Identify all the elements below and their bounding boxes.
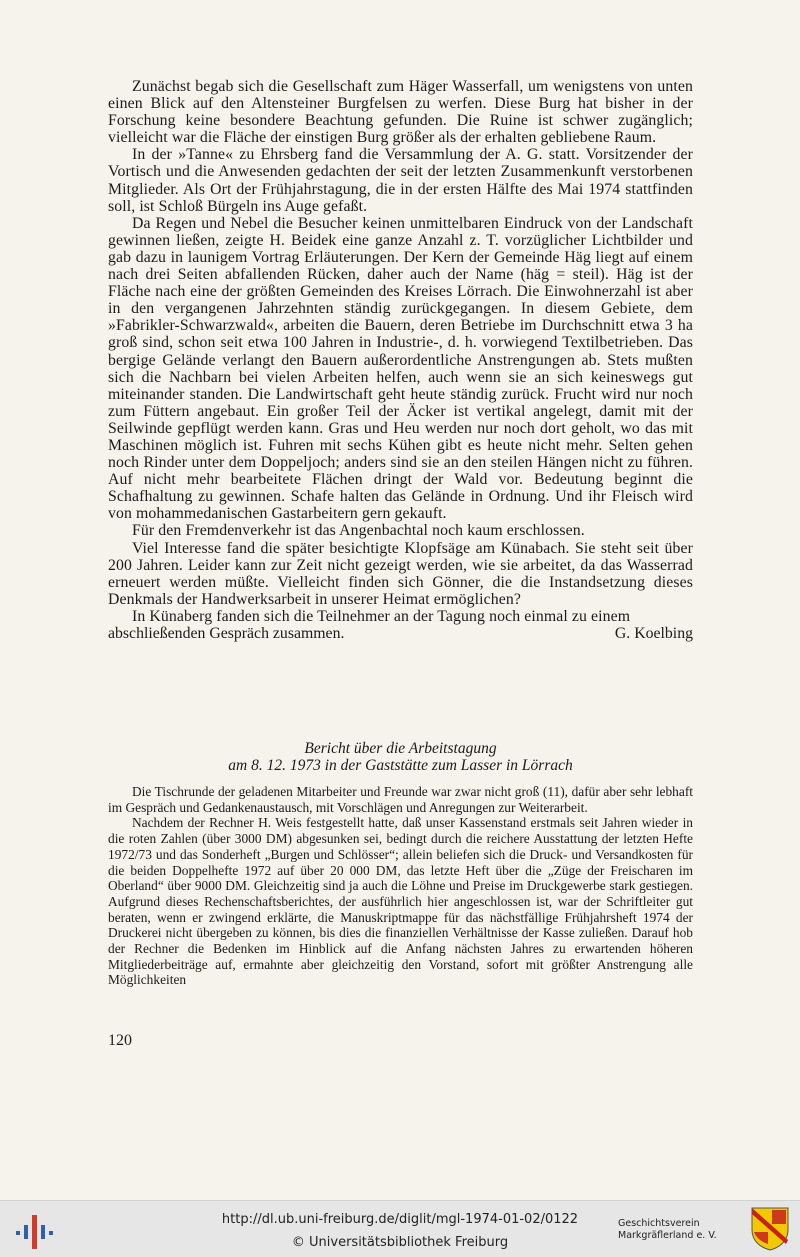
report-title-line-2: am 8. 12. 1973 in der Gaststätte zum Lasser in Lörrach [228, 757, 573, 774]
society-name [618, 1218, 758, 1242]
society-crest-icon[interactable] [750, 1206, 790, 1252]
paragraph-3: Da Regen und Nebel die Besucher keinen unmittelbaren Eindruck von der Landschaft gewinnen ließen, zeigte H. Beidek eine ganze Anzahl z. T. vorzüglicher Lichtbilder und gab dazu in launigem Vortrag Erläuterungen. Der Kern der Gemeinde Häg liegt auf einem nach drei Seiten abfallenden Rücken, daher auch der Name (häg = steil). Häg ist der Fläche nach eine der größten Gemeinden des Kreises Lörrach. Die Einwohnerzahl ist aber in den vergangenen Jahrzehnten ständig zurückgegangen. In diesem Gebiete, dem »Fabrikler-Schwarzwald«, arbeiten die Bauern, deren Betriebe im Durchschnitt etwa 3 ha groß sind, schon seit etwa 100 Jahren in Industrie-, d. h. vorwiegend Textilbetrieben. Das bergige Gelände verlangt den Bauern außerordentliche Anstrengungen ab. Stets mußten sich die Nachbarn bei vielen Arbeiten helfen, auch wenn sie an sich keineswegs gut miteinander standen. Die Landwirtschaft geht heute ständig zurück. Frucht wird nur noch zum Füttern angebaut. Ein großer Teil der Äcker ist vertikal angelegt, damit mit der Seilwinde gepflügt werden kann. Gras und Heu werden nur noch dort geholt, wo das mit Maschinen möglich ist. Fuhren mit sechs Kühen gibt es heute nicht mehr. Selten gehen noch Rinder unter dem Doppeljoch; anders sind sie an den steilen Hängen nicht zu führen. Auf nicht mehr bearbeitete Flächen dringt der Wald vor. Bedeutung beginnt die Schafhaltung zu gewinnen. Schafe halten das Gelände in Ordnung. Und ihr Fleisch wird von mohammedanischen Gastarbeitern gern gekauft. [108, 214, 693, 523]
society-name-line-2: Markgräflerland e. V. [618, 1230, 717, 1241]
paragraph-4: Für den Fremdenverkehr ist das Angenbachtal noch kaum erschlossen. [132, 522, 585, 540]
article-koelbing [108, 78, 693, 642]
author-signature: G. Koelbing [614, 625, 693, 642]
report-title-line-1: Bericht über die Arbeitstagung [304, 740, 497, 757]
report-title [108, 740, 693, 774]
paragraph-5: Viel Interesse fand die später besichtigte Klopfsäge am Künabach. Sie steht seit über 200 Jahren. Leider kann zur Zeit nicht gezeigt werden, wie sie arbeitet, da das Wasserrad erneuert werden müßte. Vielleicht finden sich Gönner, die die Instandsetzung dieses Denkmals der Handwerksarbeit in unserer Heimat ermöglichen? [108, 539, 693, 608]
closing-text: abschließenden Gespräch zusammen. [108, 625, 345, 642]
page-number: 120 [108, 1032, 132, 1049]
footer-bar [0, 1200, 800, 1257]
report-paragraph-1: Die Tischrunde der geladenen Mitarbeiter und Freunde war zwar nicht groß (11), dafür aber sehr lebhaft im Gespräch und Gedankenaustausch, mit Vorschlägen und Anregungen zur Weiterarbeit. [108, 784, 693, 815]
paragraph-2: In der »Tanne« zu Ehrsberg fand die Versammlung der A. G. statt. Vorsitzender der Vortisch und die Anwesenden gedachten der seit der letzten Zusammenkunft verstorbenen Mitglieder. Als Ort der Frühjahrstagung, die in der ersten Hälfte des Mai 1974 stattfinden soll, ist Schloß Bürgeln ins Auge gefaßt. [108, 146, 693, 215]
society-name-line-1: Geschichtsverein [618, 1218, 700, 1229]
source-url-link[interactable]: http://dl.ub.uni-freiburg.de/diglit/mgl-1974-01-02/0122 [221, 1212, 579, 1227]
closing-line [108, 625, 693, 642]
copyright-text: © Universitätsbibliothek Freiburg [291, 1235, 509, 1250]
report-paragraph-2: Nachdem der Rechner H. Weis festgestellt hatte, daß unser Kassenstand erstmals seit Jahren wieder in die roten Zahlen (über 3000 DM) abgesunken sei, bedingt durch die reichere Ausstattung der letzten Hefte 1972/73 und das Sonderheft „Burgen und Schlösser“; allein beliefen sich die Druck- und Versandkosten für die beiden Doppelhefte 1972 auf über 20 000 DM, das letzte Heft über die „Züge der Freischaren im Oberland“ über 9000 DM. Gleichzeitig sind ja auch die Löhne und Preise im Druckgewerbe stark gestiegen. Aufgrund dieses Rechenschaftsberichtes, der ausführlich hier angeschlossen ist, war der Schriftleiter gut beraten, wenn er zwingend erklärte, die Manuskriptmappe für das nächstfällige Frühjahrsheft 1974 der Druckerei nicht übergeben zu können, bis dies die finanziellen Verhältnisse der Kasse zuließen. Darauf hob der Rechner die Bedenken im Hinblick auf die Anfang nächsten Jahres zu erwartenden höheren Mitgliederbeiträge auf, ermahnte aber gleichzeitig den Vorstand, sofort mit größter Anstrengung alle Möglichkeiten [108, 815, 693, 988]
paragraph-6: In Künaberg fanden sich die Teilnehmer an der Tagung noch einmal zu einem [132, 607, 631, 625]
paragraph-1: Zunächst begab sich die Gesellschaft zum Häger Wasserfall, um wenigstens von unten einen Blick auf den Altensteiner Burgfelsen zu werfen. Diese Burg hat bisher in der Forschung keine besondere Beachtung gefunden. Die Ruine ist schwer zugänglich; vielleicht war die Fläche der einstigen Burg größer als der erhalten gebliebene Raum. [108, 78, 693, 147]
article-report [108, 784, 693, 988]
